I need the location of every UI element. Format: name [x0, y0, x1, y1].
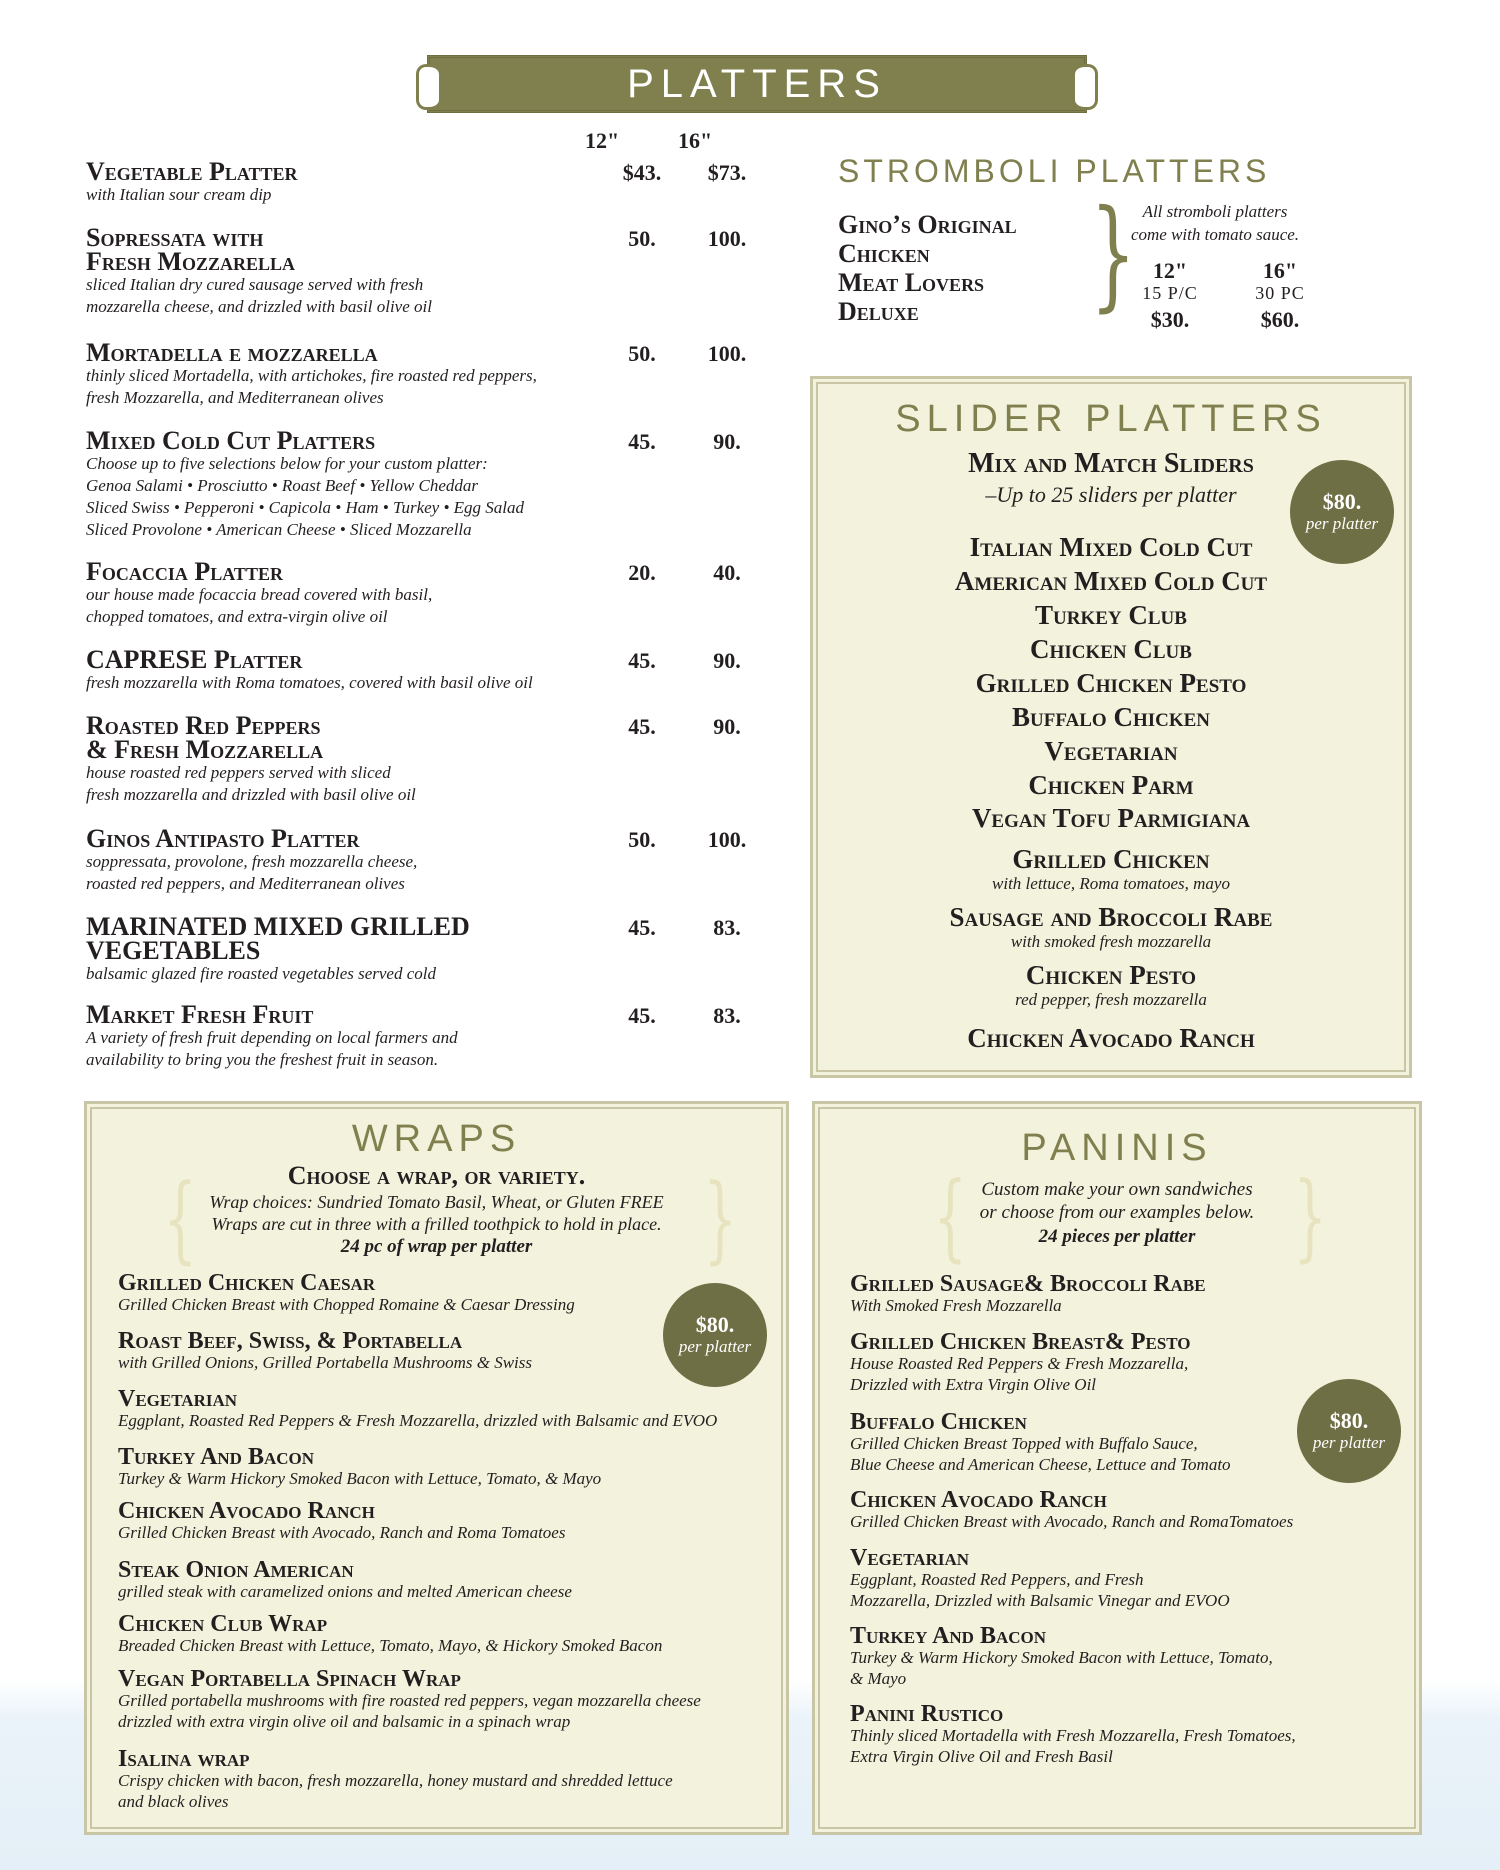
- wrap-name: Vegetarian: [118, 1386, 238, 1412]
- platter-item-caprese: [86, 645, 746, 694]
- wrap-item: [118, 1613, 778, 1656]
- platter-item-focaccia: [86, 557, 746, 628]
- badge-price: $80.: [1322, 489, 1362, 514]
- wraps-note: Wraps are cut in three with a frilled toothpick to hold in place.: [211, 1214, 662, 1234]
- badge-per: per platter: [1312, 1433, 1386, 1452]
- wraps-note: Wrap choices: Sundried Tomato Basil, Wheat, or Gluten FREE: [209, 1192, 664, 1212]
- price-12: 45.: [628, 648, 656, 673]
- wrap-name: Roast Beef, Swiss, & Portabella: [118, 1328, 463, 1354]
- panini-item: [850, 1331, 1410, 1395]
- panini-desc: Extra Virgin Olive Oil and Fresh Basil: [850, 1747, 1113, 1766]
- platter-desc: soppressata, provolone, fresh mozzarella cheese,: [86, 852, 418, 871]
- price-16: 90.: [713, 429, 741, 454]
- panini-desc: Grilled Chicken Breast with Avocado, Ranch and RomaTomatoes: [850, 1512, 1294, 1531]
- badge-price: $80.: [695, 1312, 735, 1337]
- platter-desc: mozzarella cheese, and drizzled with basil olive oil: [86, 297, 432, 316]
- stromboli-item: Chicken: [838, 239, 930, 268]
- platter-item-mixed-cold-cut: [86, 426, 746, 541]
- platter-desc: with Italian sour cream dip: [86, 185, 272, 204]
- price-12: 20.: [628, 560, 656, 585]
- panini-item: [850, 1408, 1410, 1475]
- platter-name-line2: & Fresh Mozzarella: [86, 735, 324, 764]
- platter-item-antipasto: [86, 824, 747, 895]
- wrap-item: [118, 1559, 778, 1602]
- wrap-desc: Crispy chicken with bacon, fresh mozzarella, honey mustard and shredded lettuce: [118, 1771, 673, 1790]
- platter-item-roasted-red-peppers: [86, 711, 746, 806]
- brace-right-icon: }: [703, 1164, 737, 1274]
- wraps-title: WRAPS: [351, 1118, 522, 1160]
- platter-name: Mixed Cold Cut Platters: [86, 426, 376, 455]
- platter-name: CAPRESE Platter: [86, 645, 303, 674]
- price-16: 40.: [713, 560, 741, 585]
- badge-per: per platter: [678, 1337, 752, 1356]
- wrap-item: [118, 1500, 778, 1543]
- wrap-desc: Turkey & Warm Hickory Smoked Bacon with Lettuce, Tomato, & Mayo: [118, 1469, 602, 1488]
- platter-desc: fresh mozzarella and drizzled with basil olive oil: [86, 785, 416, 804]
- stromboli-note-line: All stromboli platters: [1142, 202, 1288, 221]
- panini-desc: Mozzarella, Drizzled with Balsamic Vinegar and EVOO: [850, 1591, 1230, 1610]
- slider-item: Grilled Chicken: [1012, 844, 1210, 874]
- wrap-desc: Breaded Chicken Breast with Lettuce, Tomato, Mayo, & Hickory Smoked Bacon: [118, 1636, 663, 1655]
- slider-item: Chicken Avocado Ranch: [967, 1023, 1255, 1053]
- price-16: 100.: [707, 827, 747, 852]
- wrap-item: [118, 1446, 778, 1489]
- panini-desc: Thinly sliced Mortadella with Fresh Mozzarella, Fresh Tomatoes,: [850, 1726, 1296, 1745]
- platter-desc: fresh Mozzarella, and Mediterranean olives: [86, 388, 384, 407]
- slider-item: Vegetarian: [1044, 736, 1178, 766]
- stromboli-size-16: 16": [1262, 258, 1298, 283]
- wrap-item: [118, 1388, 778, 1431]
- stromboli-price-16: $60.: [1260, 307, 1300, 332]
- platter-name: Roasted Red Peppers: [86, 711, 321, 740]
- panini-item: [850, 1703, 1410, 1767]
- wrap-desc: Grilled Chicken Breast with Avocado, Ranch and Roma Tomatoes: [118, 1523, 566, 1542]
- platter-desc: house roasted red peppers served with sliced: [86, 763, 391, 782]
- stromboli-size-12: 12": [1152, 258, 1188, 283]
- price-12: $43.: [622, 160, 662, 185]
- price-16: 100.: [707, 341, 747, 366]
- size-16-header: 16": [678, 128, 713, 153]
- wrap-name: Chicken Avocado Ranch: [118, 1498, 375, 1524]
- platter-desc: chopped tomatoes, and extra-virgin olive oil: [86, 607, 388, 626]
- platter-name-line2: Fresh Mozzarella: [86, 247, 295, 276]
- panini-desc: Eggplant, Roasted Red Peppers, and Fresh: [850, 1570, 1144, 1589]
- stromboli-pc-16: 30 PC: [1255, 283, 1305, 303]
- panini-item: [850, 1273, 1410, 1316]
- panini-desc: Turkey & Warm Hickory Smoked Bacon with Lettuce, Tomato,: [850, 1648, 1273, 1667]
- platter-name: Vegetable Platter: [86, 157, 298, 186]
- paninis-note: or choose from our examples below.: [979, 1202, 1255, 1223]
- slider-subnote: –Up to 25 sliders per platter: [985, 482, 1237, 507]
- brace-right-icon: }: [1293, 1162, 1327, 1272]
- slider-item-desc: with smoked fresh mozzarella: [1010, 932, 1212, 951]
- price-12: 45.: [628, 1003, 656, 1028]
- panini-desc: Blue Cheese and American Cheese, Lettuce and Tomato: [850, 1455, 1231, 1474]
- slider-item: Grilled Chicken Pesto: [975, 668, 1247, 698]
- size-12-header: 12": [585, 128, 620, 153]
- price-12: 50.: [628, 341, 656, 366]
- platter-desc: sliced Italian dry cured sausage served with fresh: [86, 275, 424, 294]
- slider-item: Chicken Club: [1030, 634, 1192, 664]
- wrap-item: [118, 1748, 778, 1812]
- stromboli-pc-12: 15 P/C: [1142, 283, 1198, 303]
- platter-name: Sopressata with: [86, 223, 264, 252]
- wrap-item: [118, 1272, 778, 1315]
- wraps-note: 24 pc of wrap per platter: [340, 1236, 533, 1257]
- slider-item: Vegan Tofu Parmigiana: [971, 803, 1251, 833]
- slider-item-desc: red pepper, fresh mozzarella: [1015, 990, 1207, 1009]
- slider-item: Turkey Club: [1035, 600, 1187, 630]
- wrap-name: Grilled Chicken Caesar: [118, 1270, 376, 1296]
- platter-desc: thinly sliced Mortadella, with artichokes, fire roasted red peppers,: [86, 366, 537, 385]
- platter-desc: Choose up to five selections below for your custom platter:: [86, 454, 488, 473]
- platter-desc: our house made focaccia bread covered with basil,: [86, 585, 433, 604]
- panini-name: Turkey And Bacon: [850, 1623, 1047, 1649]
- wrap-name: Steak Onion American: [118, 1557, 354, 1583]
- paninis-note: 24 pieces per platter: [1038, 1226, 1196, 1247]
- price-12: 50.: [628, 827, 656, 852]
- slider-item: Sausage and Broccoli Rabe: [949, 902, 1273, 932]
- price-12: 50.: [628, 226, 656, 251]
- panini-item: [850, 1489, 1410, 1532]
- platter-item-mortadella: [86, 338, 747, 409]
- platter-desc: Sliced Swiss • Pepperoni • Capicola • Ham • Turkey • Egg Salad: [86, 498, 525, 517]
- platter-desc: Genoa Salami • Prosciutto • Roast Beef • Yellow Cheddar: [86, 476, 478, 495]
- badge-price: $80.: [1329, 1408, 1369, 1433]
- platter-name: Focaccia Platter: [86, 557, 283, 586]
- platter-name: MARINATED MIXED GRILLED: [86, 912, 470, 941]
- slider-item: Chicken Pesto: [1025, 960, 1197, 990]
- platter-item-grilled-vegetables: [86, 912, 746, 985]
- wraps-subtitle: Choose a wrap, or variety.: [287, 1161, 586, 1190]
- badge-per: per platter: [1305, 514, 1379, 533]
- panini-name: Grilled Sausage& Broccoli Rabe: [850, 1271, 1206, 1297]
- wrap-desc: Grilled Chicken Breast with Chopped Romaine & Caesar Dressing: [118, 1295, 575, 1314]
- platters-banner: [427, 55, 1087, 113]
- price-12: 45.: [628, 915, 656, 940]
- slider-subtitle: Mix and Match Sliders: [968, 448, 1254, 479]
- price-12: 45.: [628, 429, 656, 454]
- wrap-name: Isalina wrap: [118, 1746, 250, 1772]
- platter-name: Market Fresh Fruit: [86, 1000, 314, 1029]
- paninis-title: PANINIS: [1021, 1127, 1213, 1169]
- panini-desc: With Smoked Fresh Mozzarella: [850, 1296, 1062, 1315]
- platter-desc: Sliced Provolone • American Cheese • Sliced Mozzarella: [86, 520, 472, 539]
- slider-item: American Mixed Cold Cut: [954, 566, 1268, 596]
- panini-desc: & Mayo: [850, 1669, 907, 1688]
- wrap-item: [118, 1668, 778, 1732]
- wrap-desc: grilled steak with caramelized onions and melted American cheese: [118, 1582, 572, 1601]
- wrap-name: Chicken Club Wrap: [118, 1611, 328, 1637]
- price-16: 90.: [713, 714, 741, 739]
- panini-desc: Grilled Chicken Breast Topped with Buffalo Sauce,: [850, 1434, 1198, 1453]
- wrap-name: Turkey And Bacon: [118, 1444, 315, 1470]
- panini-name: Panini Rustico: [850, 1701, 1004, 1727]
- slider-title: SLIDER PLATTERS: [895, 398, 1327, 440]
- paninis-note: Custom make your own sandwiches: [981, 1179, 1253, 1200]
- platter-name-line2: VEGETABLES: [86, 936, 261, 965]
- platter-desc: balsamic glazed fire roasted vegetables served cold: [86, 964, 436, 983]
- price-16: 90.: [713, 648, 741, 673]
- slider-item: Italian Mixed Cold Cut: [969, 532, 1253, 562]
- brace-left-icon: {: [933, 1162, 967, 1272]
- slider-item-desc: with lettuce, Roma tomatoes, mayo: [992, 874, 1230, 893]
- stromboli-note-line: come with tomato sauce.: [1130, 225, 1300, 244]
- panini-name: Chicken Avocado Ranch: [850, 1487, 1107, 1513]
- wrap-desc: Eggplant, Roasted Red Peppers & Fresh Mozzarella, drizzled with Balsamic and EVOO: [118, 1411, 718, 1430]
- wrap-desc: Grilled portabella mushrooms with fire roasted red peppers, vegan mozzarella cheese: [118, 1691, 701, 1710]
- panini-name: Grilled Chicken Breast& Pesto: [850, 1329, 1191, 1355]
- panini-desc: House Roasted Red Peppers & Fresh Mozzarella,: [850, 1354, 1189, 1373]
- price-16: 83.: [713, 915, 741, 940]
- panini-name: Buffalo Chicken: [850, 1409, 1027, 1435]
- brace-icon: }: [1090, 185, 1137, 324]
- wrap-desc: with Grilled Onions, Grilled Portabella Mushrooms & Swiss: [118, 1353, 533, 1372]
- panini-name: Vegetarian: [850, 1545, 970, 1571]
- platter-name: Ginos Antipasto Platter: [86, 824, 360, 853]
- brace-left-icon: {: [163, 1164, 197, 1274]
- slider-item: Buffalo Chicken: [1011, 702, 1211, 732]
- panini-item: [850, 1625, 1410, 1689]
- panini-desc: Drizzled with Extra Virgin Olive Oil: [850, 1375, 1097, 1394]
- price-16: 83.: [713, 1003, 741, 1028]
- stromboli-item: Meat Lovers: [838, 268, 985, 297]
- stromboli-price-12: $30.: [1150, 307, 1190, 332]
- stromboli-title: STROMBOLI PLATTERS: [838, 153, 1271, 189]
- platter-desc: availability to bring you the freshest fruit in season.: [86, 1050, 439, 1069]
- platter-desc: A variety of fresh fruit depending on local farmers and: [86, 1028, 458, 1047]
- price-16: 100.: [707, 226, 747, 251]
- stromboli-note: [1105, 200, 1325, 246]
- stromboli-item: Gino’s Original: [838, 210, 1017, 239]
- platter-desc: roasted red peppers, and Mediterranean olives: [86, 874, 405, 893]
- panini-item: [850, 1547, 1410, 1611]
- platter-name: Mortadella e mozzarella: [86, 338, 378, 367]
- wrap-desc: and black olives: [118, 1792, 229, 1811]
- price-16: $73.: [707, 160, 747, 185]
- platter-item-sopressata: [86, 223, 747, 318]
- platter-desc: fresh mozzarella with Roma tomatoes, covered with basil olive oil: [86, 673, 533, 692]
- price-12: 45.: [628, 714, 656, 739]
- wrap-desc: drizzled with extra virgin olive oil and balsamic in a spinach wrap: [118, 1712, 571, 1731]
- platter-item-fresh-fruit: [86, 1000, 746, 1071]
- platters-title: PLATTERS: [627, 61, 887, 106]
- wrap-name: Vegan Portabella Spinach Wrap: [118, 1666, 461, 1692]
- platter-item-vegetable: [86, 157, 747, 206]
- slider-item: Chicken Parm: [1028, 770, 1194, 800]
- stromboli-item: Deluxe: [838, 297, 919, 326]
- wrap-item: [118, 1330, 778, 1373]
